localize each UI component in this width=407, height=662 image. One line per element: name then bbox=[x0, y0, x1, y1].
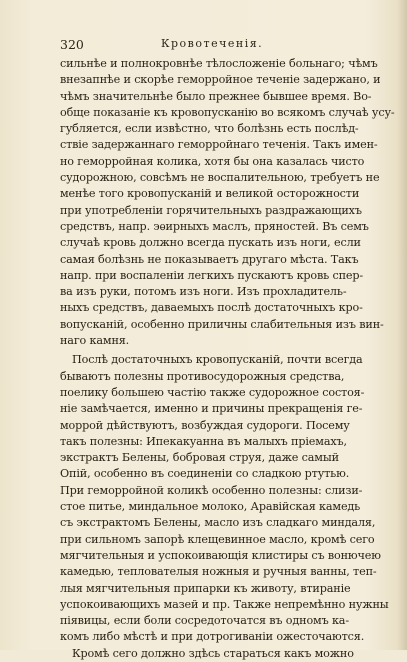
text-line: стое питье, миндальное молоко, Аравійская камедь bbox=[60, 500, 361, 514]
text-line: Кромѣ сего должно здѣсь стараться какъ можно bbox=[72, 646, 354, 660]
text-line: при употребленіи горячительныхъ раздражающихъ bbox=[60, 203, 362, 217]
text-line: Опій, особенно въ соединеніи со сладкою ртутью. bbox=[60, 467, 350, 481]
text-line: самая болѣзнь не показываетъ другаго мѣста. Такъ bbox=[60, 252, 359, 266]
text-line: вопусканій, особенно приличны слабительныя изъ вин- bbox=[60, 317, 384, 331]
text-line: внезапнѣе и скорѣе геморройное теченіе задержано, и bbox=[60, 73, 381, 87]
text-line: при сильномъ запорѣ клещевинное масло, кромѣ сего bbox=[60, 532, 375, 546]
page-number: 320 bbox=[60, 37, 84, 52]
text-line: камедью, теплователыя ножныя и ручныя ванны, теп- bbox=[60, 565, 377, 579]
text-line: судорожною, совсѣмъ не воспалительною, требуетъ не bbox=[60, 171, 380, 185]
text-line: но геморройная колика, хотя бы она казалась чисто bbox=[60, 154, 365, 168]
paragraph-2 bbox=[60, 352, 396, 662]
text-line: менѣе того кровопусканій и великой осторожности bbox=[60, 187, 360, 201]
text-line: Послѣ достаточныхъ кровопусканій, почти всегда bbox=[72, 353, 363, 367]
text-line: ва изъ руки, потомъ изъ ноги. Изъ прохладитель- bbox=[60, 285, 347, 299]
text-line: бываютъ полезны противосудорожныя средства, bbox=[60, 369, 345, 383]
text-line: средствъ, напр. эѳирныхъ маслъ, пряностей. Въ семъ bbox=[60, 219, 369, 233]
text-line: успокоивающихъ мазей и пр. Также непремѣнно нужны bbox=[60, 597, 389, 611]
text-line: ніе замѣчается, именно и причины прекращенія ге- bbox=[60, 402, 363, 416]
text-line: экстрактъ Белены, бобровая струя, даже самый bbox=[60, 451, 339, 465]
text-line: поелику большею частію также судорожное состоя- bbox=[60, 385, 365, 399]
page-header bbox=[60, 37, 390, 53]
page-edge-shadow bbox=[397, 0, 407, 650]
text-line: такъ полезны: Ипекакуанна въ малыхъ пріемахъ, bbox=[60, 434, 347, 448]
text-line: комъ либо мѣстѣ и при дотрогиваніи ожесточаются. bbox=[60, 630, 365, 644]
text-line: мягчительныя и успокоивающія клистиры съ вонючею bbox=[60, 548, 381, 562]
paragraph-1 bbox=[60, 56, 396, 349]
text-line: обще показаніе къ кровопусканію во всякомъ случаѣ усу- bbox=[60, 105, 395, 119]
text-line: лыя мягчительныя припарки къ животу, втираніе bbox=[60, 581, 351, 595]
text-line: При геморройной коликѣ особенно полезны: слизи- bbox=[60, 483, 363, 497]
text-line: губляется, если извѣстно, что болѣзнь есть послѣд- bbox=[60, 122, 359, 136]
text-line: ныхъ средствъ, даваемыхъ послѣ достаточныхъ кро- bbox=[60, 301, 363, 315]
body-text bbox=[60, 56, 396, 662]
text-line: наго камня. bbox=[60, 334, 130, 348]
text-line: чѣмъ значительнѣе было прежнее бывшее время. Во- bbox=[60, 89, 372, 103]
text-line: піявицы, если боли сосредоточатся въ одномъ ка- bbox=[60, 614, 349, 628]
running-title: Кровотеченія. bbox=[161, 37, 264, 50]
text-line: напр. при воспаленіи легкихъ пускаютъ кровь спер- bbox=[60, 268, 364, 282]
text-line: ствіе задержаннаго геморройнаго теченія. Такъ имен- bbox=[60, 138, 378, 152]
text-line: сильнѣе и полнокровнѣе тѣлосложеніе больнаго; чѣмъ bbox=[60, 57, 378, 70]
text-line: съ экстрактомъ Белены, масло изъ сладкаго миндаля, bbox=[60, 516, 376, 530]
text-line: случаѣ кровь должно всегда пускать изъ ноги, если bbox=[60, 236, 361, 250]
text-line: моррой дѣйствуютъ, возбуждая судороги. Посему bbox=[60, 418, 350, 432]
